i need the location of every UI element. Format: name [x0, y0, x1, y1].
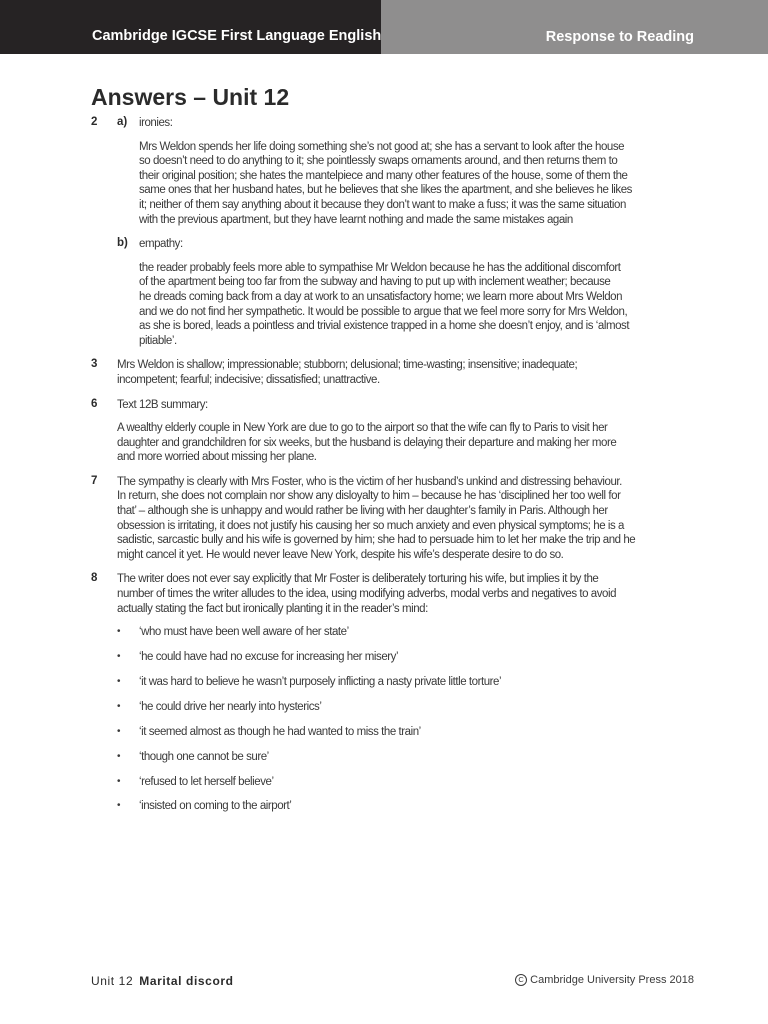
answer-text: [117, 421, 697, 465]
quote-list: [0, 625, 768, 814]
text-line: In return, she does not complain nor show any disloyalty to him – because he has ‘disciplined her too well for: [117, 490, 621, 503]
list-item: • ‘who must have been well aware of her state’: [117, 626, 349, 639]
text-line: sadistic, sarcastic bully and his wife is governed by him; she had to persuade him to let her make the trip and he: [117, 534, 636, 547]
answer-2b: [0, 237, 768, 348]
bullet-icon: •: [117, 700, 121, 712]
text-line: obsession is irritating, it does not justify his causing her so much anxiety and even physical symptoms; he is a: [117, 519, 624, 532]
page-title: Answers – Unit 12: [91, 84, 290, 110]
bullet-icon: •: [117, 676, 121, 687]
answer-2: [0, 116, 768, 227]
footer-unit: [91, 974, 234, 988]
list-item: • ‘though one cannot be sure’: [117, 750, 269, 763]
answer-7: [0, 475, 768, 563]
list-item: • ‘insisted on coming to the airport’: [117, 800, 292, 813]
answer-text: [139, 140, 691, 228]
answers-content: [0, 116, 768, 824]
answer-text: [117, 358, 697, 387]
section-title: Response to Reading: [545, 29, 694, 45]
text-line: he dreads coming back from a day at work to an unsatisfactory home; we learn more about Mrs Weldon: [139, 290, 623, 303]
text-line: daughter and grandchildren for six weeks, but the husband is delaying their departure and making her more: [117, 436, 617, 449]
text-line: A wealthy elderly couple in New York are due to go to the airport so that the wife can fly to Paris to visit her: [117, 422, 608, 435]
text-line: as she is bored, leads a pointless and trivial existence trapped in a home she doesn’t enjoy, and is ‘almost: [139, 320, 630, 333]
question-number: 6: [91, 397, 98, 410]
text-line: their original position; she hates the mantelpiece and many other features of the house, some of them the: [139, 169, 628, 182]
text-line: of the apartment being too far from the subway and having to put up with inclement weather; because: [139, 276, 611, 289]
footer-copyright: [515, 974, 694, 986]
text-line: incompetent; fearful; indecisive; dissatisfied; unattractive.: [117, 373, 380, 386]
text-line: the reader probably feels more able to sympathise Mr Weldon because he has the additional discomfort: [139, 261, 621, 274]
part-label: b): [117, 237, 128, 250]
answer-text: [117, 572, 697, 616]
bullet-icon: •: [117, 800, 121, 812]
text-line: number of times the writer alludes to the idea, using modifying adverbs, modal verbs and negatives to avoid: [117, 588, 617, 601]
text-line: that’ – although she is unhappy and would rather be living with her daughter’s family in Paris. Although her: [117, 505, 608, 518]
bullet-icon: •: [117, 651, 121, 663]
text-line: with the previous apartment, but they have learnt nothing and made the same mistakes again: [139, 213, 573, 226]
answer-8: [0, 572, 768, 814]
text-line: so doesn’t need to do anything to it; she pointlessly swaps ornaments around, and then returns them to: [139, 155, 618, 168]
text-line: Mrs Weldon is shallow; impressionable; stubborn; delusional; time-wasting; insensitive; inadequate;: [117, 359, 578, 372]
part-heading: empathy:: [139, 238, 183, 251]
list-item: • ‘he could have had no excuse for increasing her misery’: [117, 651, 399, 664]
part-heading: ironies:: [139, 117, 173, 129]
question-number: 3: [91, 358, 98, 371]
list-item: • ‘refused to let herself believe’: [117, 775, 274, 788]
bullet-icon: •: [117, 626, 121, 638]
answer-heading: Text 12B summary:: [117, 398, 208, 411]
text-line: and we do not find her sympathetic. It would be possible to argue that we feel more sorry for Mrs Weldon,: [139, 305, 628, 318]
text-line: The sympathy is clearly with Mrs Foster, who is the victim of her husband’s unkind and distressing behaviour.: [117, 475, 622, 488]
answer-6: [0, 398, 768, 465]
list-item: • ‘he could drive her nearly into hysterics’: [117, 700, 322, 713]
unit-title: Marital discord: [139, 974, 234, 988]
list-item: • ‘it seemed almost as though he had wanted to miss the train’: [117, 725, 421, 738]
question-number: 7: [91, 474, 98, 487]
page-header: [0, 0, 768, 54]
text-line: it; neither of them say anything about it because they don’t want to make a fuss; it was the same situation: [139, 198, 626, 211]
text-line: Mrs Weldon spends her life doing something she’s not good at; she has a servant to look after the house: [139, 140, 625, 153]
header-grey-band: [381, 0, 768, 54]
text-line: actually stating the fact but ironically planting it in the reader’s mind:: [117, 602, 428, 615]
part-label: a): [117, 116, 128, 128]
bullet-icon: •: [117, 725, 121, 737]
copyright-icon: C: [515, 974, 527, 986]
header-dark-band: [0, 0, 381, 54]
question-number: 8: [91, 572, 98, 585]
book-title: Cambridge IGCSE First Language English: [92, 28, 382, 44]
text-line: pitiable’.: [139, 334, 177, 347]
bullet-icon: •: [117, 775, 121, 787]
answer-3: [0, 358, 768, 387]
text-line: same ones that her husband hates, but he believes that she likes the apartment, and she believes he likes: [139, 184, 632, 197]
copyright-text: Cambridge University Press 2018: [530, 974, 694, 986]
answer-text: [117, 475, 697, 563]
text-line: The writer does not ever say explicitly that Mr Foster is deliberately torturing his wife, but implies it by the: [117, 573, 599, 586]
bullet-icon: •: [117, 750, 121, 762]
list-item: • ‘it was hard to believe he wasn’t purposely inflicting a nasty private little torture’: [117, 676, 502, 688]
answer-text: [139, 261, 691, 349]
unit-label: Unit 12: [91, 974, 134, 988]
text-line: and more worried about missing her plane.: [117, 451, 317, 464]
question-number: 2: [91, 116, 98, 128]
text-line: might cancel it yet. He would never leave New York, despite his wife’s desperate desire to do so.: [117, 548, 564, 561]
